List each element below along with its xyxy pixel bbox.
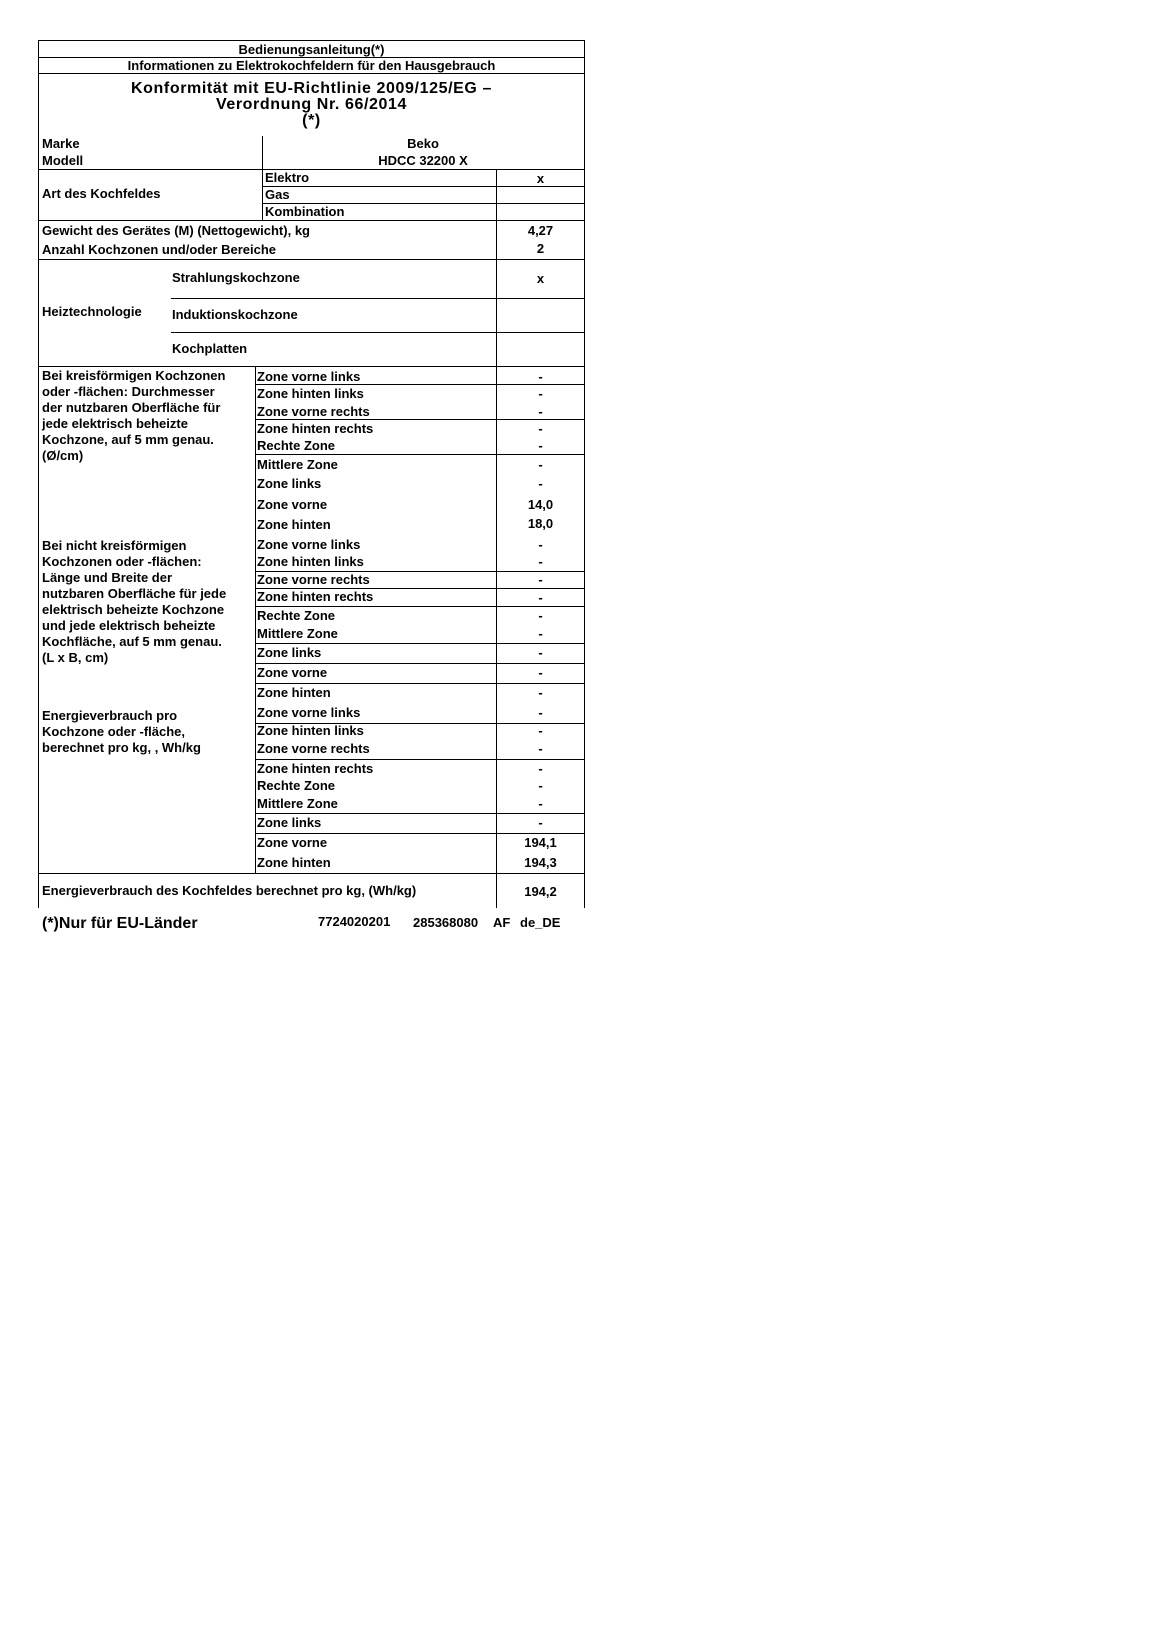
heating-option-value: x [536,271,545,286]
model-value: HDCC 32200 X [378,153,468,168]
zone-name: Zone hinten links [257,554,364,569]
zone-value: - [538,386,543,401]
zone-value: - [538,723,543,738]
zone-name: Zone hinten [257,517,331,532]
zone-name: Zone vorne [257,835,328,850]
zone-name: Mittlere Zone [257,626,338,641]
zone-value: - [538,537,543,552]
zone-value: - [538,761,543,776]
zone-value: - [538,685,543,700]
heating-option-label: Induktionskochzone [172,307,298,322]
heating-option-label: Strahlungskochzone [172,270,300,285]
zone-value: - [538,815,543,830]
zone-name: Zone hinten links [257,723,364,738]
zone-name: Rechte Zone [257,608,336,623]
zone-name: Zone hinten [257,685,331,700]
manual-title: Bedienungsanleitung(*) [238,42,385,57]
zone-name: Zone vorne rechts [257,741,370,756]
nonround-zones-label: Bei nicht kreisförmigen Kochzonen oder -flächen: Länge und Breite der nutzbaren Oberfläche für jede elektrisch beheizte Kochzone und jede elektrisch beheizte Kochfläche, auf 5 mm genau. (L x B, cm) [42,538,227,665]
model-label: Modell [42,153,84,168]
hob-type-label: Art des Kochfeldes [42,186,161,201]
zone-name: Zone hinten [257,855,331,870]
footer-locale: de_DE [520,915,561,930]
heating-option-label: Kochplatten [172,341,248,356]
zone-value: - [538,705,543,720]
zones-count-value: 2 [536,241,545,256]
zone-value: - [538,457,543,472]
zone-name: Zone vorne rechts [257,572,370,587]
conformity-line-3: (*) [302,112,321,129]
zone-value: 14,0 [527,497,554,512]
zone-name: Zone hinten rechts [257,761,374,776]
zone-value: - [538,665,543,680]
conformity-line-1: Konformität mit EU-Richtlinie 2009/125/EG – [131,80,492,97]
footer-code-3: AF [493,915,511,930]
zone-value: - [538,438,543,453]
energy-total-label: Energieverbrauch des Kochfeldes berechnet pro kg, (Wh/kg) [42,883,417,898]
zone-name: Zone vorne links [257,705,361,720]
zone-value: - [538,645,543,660]
weight-value: 4,27 [527,223,554,238]
zone-value: - [538,626,543,641]
zone-value: - [538,404,543,419]
zone-name: Zone vorne [257,665,328,680]
zone-name: Zone vorne [257,497,328,512]
zone-name: Zone vorne links [257,537,361,552]
zone-value: - [538,369,543,384]
zone-value: - [538,590,543,605]
zone-name: Zone links [257,645,322,660]
hob-type-option-value: x [536,171,545,186]
zone-value: 18,0 [527,516,554,531]
zone-name: Mittlere Zone [257,457,338,472]
brand-value: Beko [407,136,439,151]
zone-value: 194,3 [524,855,557,870]
zone-value: - [538,778,543,793]
zone-value: 194,1 [524,835,557,850]
zone-name: Zone vorne links [257,369,361,384]
zone-name: Zone links [257,815,322,830]
zone-value: - [538,554,543,569]
zone-value: - [538,741,543,756]
hob-type-option-label: Elektro [265,170,310,185]
info-title: Informationen zu Elektrokochfeldern für den Hausgebrauch [127,58,496,73]
zone-name: Mittlere Zone [257,796,338,811]
zone-name: Rechte Zone [257,438,336,453]
round-zones-label: Bei kreisförmigen Kochzonen oder -flächen: Durchmesser der nutzbaren Oberfläche für jede elektrisch beheizte Kochzone, auf 5 mm genau. (Ø/cm) [42,368,226,463]
footer-note: (*)Nur für EU-Länder [42,915,198,932]
footer-code-2: 285368080 [413,915,479,930]
zone-name: Zone hinten rechts [257,421,374,436]
zone-name: Zone hinten links [257,386,364,401]
zone-name: Zone links [257,476,322,491]
zone-value: - [538,796,543,811]
zone-value: - [538,608,543,623]
energy-total-value: 194,2 [524,884,557,899]
brand-label: Marke [42,136,80,151]
zone-name: Zone hinten rechts [257,589,374,604]
weight-label: Gewicht des Gerätes (M) (Nettogewicht), kg [42,223,310,238]
zone-name: Zone vorne rechts [257,404,370,419]
zones-count-label: Anzahl Kochzonen und/oder Bereiche [42,242,277,257]
zone-name: Rechte Zone [257,778,336,793]
hob-type-option-label: Gas [265,187,290,202]
zone-value: - [538,421,543,436]
heating-label: Heiztechnologie [42,304,142,319]
hob-type-option-label: Kombination [265,204,345,219]
zone-value: - [538,476,543,491]
conformity-line-2: Verordnung Nr. 66/2014 [215,96,408,113]
footer-code-1: 7724020201 [318,914,391,929]
energy-zones-label: Energieverbrauch pro Kochzone oder -fläche, berechnet pro kg, , Wh/kg [42,708,201,755]
zone-value: - [538,572,543,587]
